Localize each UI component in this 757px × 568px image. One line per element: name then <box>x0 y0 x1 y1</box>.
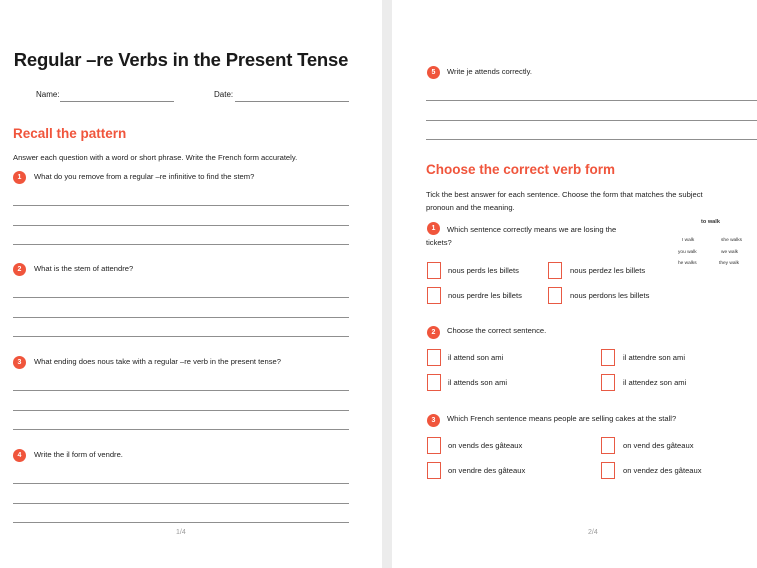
answer-checkbox[interactable] <box>601 349 615 366</box>
question-number-badge: 2 <box>13 263 26 276</box>
answer-line[interactable] <box>13 522 349 523</box>
conjugation-cell: she walks <box>721 238 743 243</box>
answer-checkbox[interactable] <box>548 287 562 304</box>
answer-option: nous perdons les billets <box>570 291 650 300</box>
question-number-badge: 3 <box>13 356 26 369</box>
answer-option: il attend son ami <box>448 353 504 362</box>
answer-checkbox[interactable] <box>427 437 441 454</box>
answer-checkbox[interactable] <box>548 262 562 279</box>
question-text: What is the stem of attendre? <box>34 264 134 273</box>
section-title-choose: Choose the correct verb form <box>426 162 616 177</box>
answer-option: il attendre son ami <box>623 353 686 362</box>
question-text-continued: tickets? <box>426 238 452 247</box>
answer-option: nous perdre les billets <box>448 291 522 300</box>
name-label: Name: <box>36 90 60 99</box>
answer-line[interactable] <box>13 390 349 391</box>
question-number-badge: 1 <box>427 222 440 235</box>
conjugation-cell: they walk <box>719 261 739 266</box>
answer-option: on vendre des gâteaux <box>448 466 526 475</box>
section-title-recall: Recall the pattern <box>13 126 127 141</box>
question-text: Which sentence correctly means we are losing the <box>447 225 617 234</box>
answer-line[interactable] <box>13 429 349 430</box>
answer-line[interactable] <box>13 410 349 411</box>
worksheet-page-2 <box>392 0 757 568</box>
answer-line[interactable] <box>426 139 757 140</box>
page-number: 1/4 <box>176 529 186 536</box>
answer-option: nous perds les billets <box>448 266 519 275</box>
answer-option: on vends des gâteaux <box>448 441 523 450</box>
page-title: Regular –re Verbs in the Present Tense <box>13 49 349 70</box>
conjugation-cell: we walk <box>721 250 739 255</box>
answer-checkbox[interactable] <box>427 374 441 391</box>
name-field[interactable] <box>60 101 174 102</box>
question-text: Which French sentence means people are selling cakes at the stall? <box>447 414 677 423</box>
date-field[interactable] <box>235 101 349 102</box>
question-number-badge: 1 <box>13 171 26 184</box>
answer-option: il attends son ami <box>448 378 508 387</box>
section-instructions: Answer each question with a word or short phrase. Write the French form accurately. <box>13 153 298 162</box>
answer-checkbox[interactable] <box>427 287 441 304</box>
answer-line[interactable] <box>13 336 349 337</box>
answer-line[interactable] <box>13 297 349 298</box>
answer-checkbox[interactable] <box>601 374 615 391</box>
answer-checkbox[interactable] <box>601 462 615 479</box>
answer-option: il attendez son ami <box>623 378 687 387</box>
question-text: What ending does nous take with a regular –re verb in the present tense? <box>34 357 281 366</box>
answer-checkbox[interactable] <box>427 262 441 279</box>
page-number: 2/4 <box>588 529 598 536</box>
answer-line[interactable] <box>426 100 757 101</box>
conjugation-cell: he walks <box>678 261 697 266</box>
date-label: Date: <box>214 90 234 99</box>
answer-line[interactable] <box>13 205 349 206</box>
answer-line[interactable] <box>13 244 349 245</box>
conjugation-cell: you walk <box>678 250 697 255</box>
question-number-badge: 4 <box>13 449 26 462</box>
answer-option: on vend des gâteaux <box>623 441 694 450</box>
conjugation-title: to walk <box>701 219 720 225</box>
question-number-badge: 5 <box>427 66 440 79</box>
answer-line[interactable] <box>426 120 757 121</box>
answer-line[interactable] <box>13 317 349 318</box>
answer-option: nous perdez les billets <box>570 266 646 275</box>
section-instructions-continued: pronoun and the meaning. <box>426 203 515 212</box>
question-text: Choose the correct sentence. <box>447 326 547 335</box>
answer-line[interactable] <box>13 483 349 484</box>
answer-option: on vendez des gâteaux <box>623 466 702 475</box>
question-number-badge: 3 <box>427 414 440 427</box>
answer-line[interactable] <box>13 503 349 504</box>
answer-line[interactable] <box>13 225 349 226</box>
answer-checkbox[interactable] <box>601 437 615 454</box>
conjugation-cell: I walk <box>682 238 695 243</box>
answer-checkbox[interactable] <box>427 349 441 366</box>
question-text: What do you remove from a regular –re infinitive to find the stem? <box>34 172 255 181</box>
question-text: Write je attends correctly. <box>447 67 532 76</box>
question-text: Write the il form of vendre. <box>34 450 123 459</box>
section-instructions: Tick the best answer for each sentence. Choose the form that matches the subject <box>426 190 703 199</box>
question-number-badge: 2 <box>427 326 440 339</box>
answer-checkbox[interactable] <box>427 462 441 479</box>
